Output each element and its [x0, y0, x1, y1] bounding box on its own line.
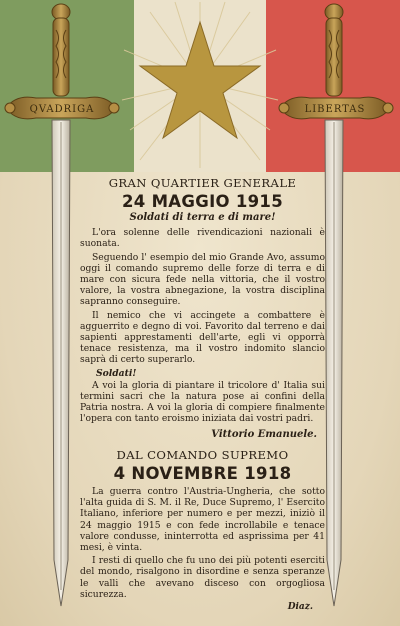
bulletin-1918 — [80, 448, 325, 613]
section2-signature: Diaz. — [287, 602, 313, 613]
section1-exclaim: Soldati! — [96, 367, 137, 379]
section1-heading: GRAN QUARTIER GENERALE — [108, 176, 297, 190]
section2-paragraph: I resti di quello che fu uno dei più potenti eserciti del mondo, risalgono in disordine e senza speranze le valli che avevano disceso con orgogliosa sicurezza. — [80, 555, 325, 600]
section1-date: 24 MAGGIO 1915 — [121, 192, 283, 211]
right-sword-inscription: LIBERTAS — [304, 104, 366, 115]
star-emblem — [120, 0, 280, 170]
section1-paragraph: L'ora solenne delle rivendicazioni nazionali è suonata. — [80, 227, 325, 250]
section2-heading: DAL COMANDO SUPREMO — [116, 448, 289, 462]
proclamation-1915 — [80, 176, 325, 446]
section1-signature: Vittorio Emanuele. — [211, 428, 317, 440]
left-sword-inscription: QVADRIGA — [29, 104, 95, 115]
section2-date: 4 NOVEMBRE 1918 — [113, 464, 292, 483]
section1-paragraph: Il nemico che vi accingete a combattere è agguerrito e degno di voi. Favorito dal terreno e dai sapienti apprestamenti dell'arte, egli vi opporrà tenace resistenza, ma il vostro indomito slancio saprà di certo superarlo. — [80, 309, 325, 366]
section2-paragraph: La guerra contro l'Austria-Ungheria, che sotto l'alta guida di S. M. il Re, Duce Supremo, l' Esercito Italiano, inferiore per numero e per mezzi, iniziò il 24 maggio 1915 e con fede incrollabile e tenace valore condusse, ininterrotta ed asprissima per 41 mesi, è vinta. — [80, 486, 325, 554]
section1-paragraph: A voi la gloria di piantare il tricolore d' Italia sui termini sacri che la natura pose ai confini della Patria nostra. A voi la gloria di compiere finalmente l'opera con tanto eroismo iniziata dai vostri padri. — [80, 379, 325, 425]
section1-subtitle: Soldati di terra e di mare! — [129, 212, 276, 223]
section1-paragraph: Seguendo l' esempio del mio Grande Avo, assumo oggi il comando supremo delle forze di terra e di mare con sicura fede nella vittoria, che il vostro valore, la vostra abnegazione, la vostra disciplina sapranno conseguire. — [80, 251, 325, 308]
